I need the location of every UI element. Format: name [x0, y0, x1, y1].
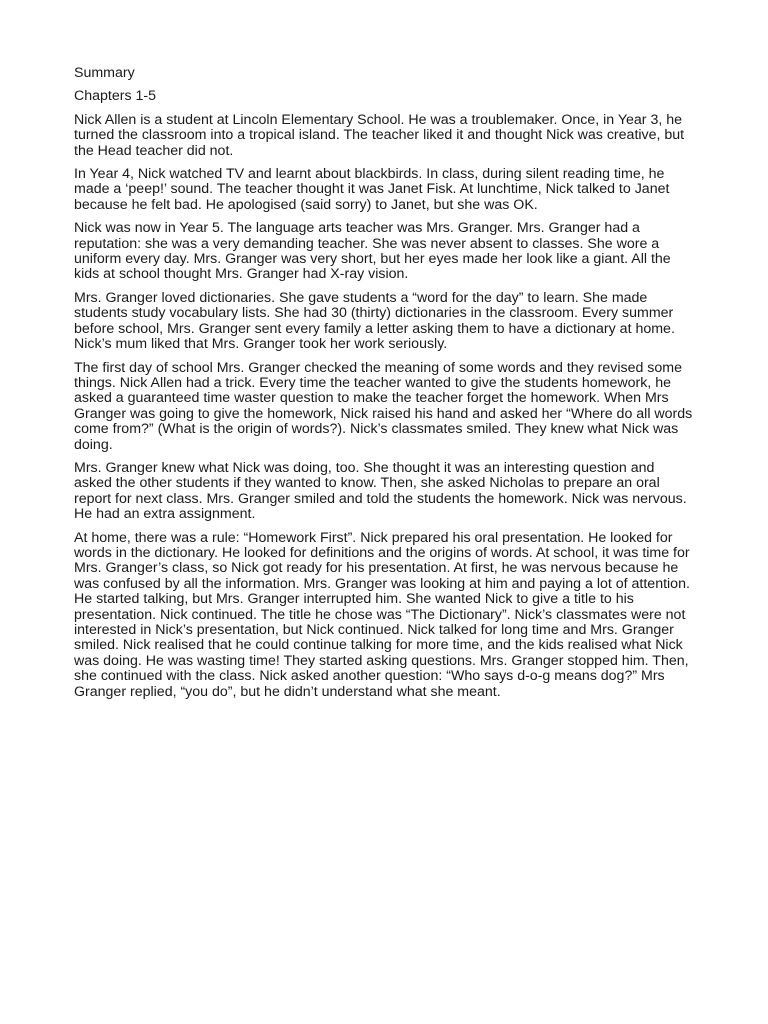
document-subtitle: Chapters 1-5 [74, 88, 157, 105]
paragraph-7: At home, there was a rule: “Homework First”. Nick prepared his oral presentation. He looked for words in the dictionary. He looked for definitions and the origins of words. At school, it was time for Mrs. Granger’s class, so Nick got ready for his presentation. At first, he was nervous because he was confused by all the information. Mrs. Granger was looking at him and paying a lot of attention. He started talking, but Mrs. Granger interrupted him. She wanted Nick to give a title to his presentation. Nick continued. The title he chose was “The Dictionary”. Nick’s classmates were not interested in Nick’s presentation, but Nick continued. Nick talked for long time and Mrs. Granger smiled. Nick realised that he could continue talking for more time, and the kids realised what Nick was doing. He was wasting time! They started asking questions. Mrs. Granger stopped him. Then, she continued with the class. Nick asked another question: “Who says d-o-g means dog?” Mrs Granger replied, “you do”, but he didn’t understand what she meant. [74, 529, 690, 700]
document-page [74, 66, 696, 708]
document-title: Summary [74, 65, 135, 81]
paragraph-4: Mrs. Granger loved dictionaries. She gave students a “word for the day” to learn. She made students study vocabulary lists. She had 30 (thirty) dictionaries in the classroom. Every summer before school, Mrs. Granger sent every family a letter asking them to have a dictionary at home. Nick’s mum liked that Mrs. Granger took her work seriously. [74, 289, 675, 353]
paragraph-2: In Year 4, Nick watched TV and learnt about blackbirds. In class, during silent reading time, he made a ‘peep!’ sound. The teacher thought it was Janet Fisk. At lunchtime, Nick talked to Janet because he felt bad. He apologised (said sorry) to Janet, but she was OK. [74, 166, 670, 213]
paragraph-6: Mrs. Granger knew what Nick was doing, too. She thought it was an interesting question and asked the other students if they wanted to know. Then, she asked Nicholas to prepare an oral report for next class. Mrs. Granger smiled and told the students the homework. Nick was nervous. He had an extra assignment. [74, 459, 687, 523]
paragraph-3: Nick was now in Year 5. The language arts teacher was Mrs. Granger. Mrs. Granger had a reputation: she was a very demanding teacher. She was never absent to classes. She wore a uniform every day. Mrs. Granger was very short, but her eyes made her look like a giant. All the kids at school thought Mrs. Granger had X-ray vision. [74, 220, 671, 283]
paragraph-1: Nick Allen is a student at Lincoln Elementary School. He was a troublemaker. Once, in Year 3, he turned the classroom into a tropical island. The teacher liked it and thought Nick was creative, but the Head teacher did not. [74, 111, 685, 159]
paragraph-5: The first day of school Mrs. Granger checked the meaning of some words and they revised some things. Nick Allen had a trick. Every time the teacher wanted to give the students homework, he asked a guaranteed time waster question to make the teacher forget the homework. When Mrs Granger was going to give the homework, Nick raised his hand and asked her “Where do all words come from?” (What is the origin of words?). Nick’s classmates smiled. They knew what Nick was doing. [74, 359, 693, 453]
